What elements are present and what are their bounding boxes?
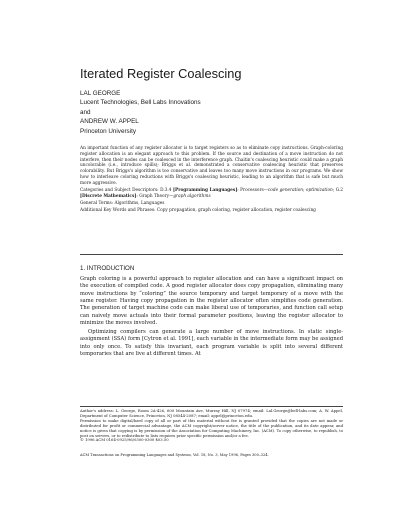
categories-line: [80, 188, 343, 200]
footnote-divider: [80, 406, 343, 407]
category-g2: ; G.2: [332, 187, 344, 193]
footnote-block: [80, 409, 343, 443]
authors-address: Author's address: L. George, Room 2A-426, 600 Mountain Ave, Murray Hill, NJ 07974; email: Lal.George@bell-labs.com; A. W. Appel, Department of Computer Science, Princeton, NJ 08544-2087; email: appel@princeton.edu.: [80, 409, 343, 418]
introduction-paragraph-2: Optimizing compilers can generate a large number of move instructions. In static single-assignment (SSA) form [Cytron et al. 1991], each variable in the intermediate form may be assigned into only once. To satisfy this invariant, each program variable is split into several different temporaries that are live at different times. At: [80, 328, 343, 357]
author-conjunction: and: [80, 108, 91, 116]
category-g2-terms: graph algorithms: [173, 193, 211, 199]
abstract-text: An important function of any register allocator is to target registers so as to eliminate copy instructions. Graph-coloring register allocation is an elegant approach to this problem. If the source and destination of a move instruction do not interfere, then their nodes can be coalesced in the interference graph. Chaitin's coalescing heuristic could make a graph uncolorable (i.e., introduce spills); Briggs et al. demonstrated a conservative coalescing heuristic that preserves colorability. But Briggs's algorithm is too conservative and leaves too many move instructions in our programs. We show how to interleave coloring reductions with Briggs's coalescing heuristic, leading to an algorithm that is safe but much more aggressive.: [80, 146, 343, 186]
paper-title: Iterated Register Coalescing: [80, 66, 242, 81]
section-heading-introduction: 1. INTRODUCTION: [80, 265, 135, 272]
categories-label: Categories and Subject Descriptors:: [80, 187, 159, 193]
permission-notice: Permission to make digital/hard copy of all or part of this material without fee is granted provided that the copies are not made or distributed for profit or commercial advantage, the ACM copyright/server notice, the title of the publication, and its date appear, and notice is given that copying is by permission of the Association for Computing Machinery, Inc. (ACM). To copy otherwise, to republish, to post on servers, or to redistribute to lists requires prior specific permission and/or a fee.: [80, 418, 343, 438]
category-d34: D.3.4: [160, 187, 172, 193]
author-block: [80, 89, 340, 136]
journal-footer: ACM Transactions on Programming Languages and Systems, Vol. 18, No. 3, May 1996, Pages 300–324.: [80, 453, 269, 457]
affiliation-princeton: Princeton University: [80, 127, 136, 135]
abstract-block: [80, 146, 343, 214]
keywords: Additional Key Words and Phrases: Copy propagation, graph coloring, register allocation, register coalescing: [80, 208, 316, 214]
category-g2-name: [Discrete Mathematics]: [80, 193, 137, 199]
category-d34-terms: code generation; optimization: [267, 187, 333, 193]
category-g2-sub: : Graph Theory—: [136, 193, 174, 199]
author-name-appel: ANDREW W. APPEL: [80, 118, 139, 126]
category-d34-sub: : Processors—: [237, 187, 268, 193]
category-d34-name: [Programming Languages]: [173, 187, 238, 193]
introduction-body: [80, 276, 343, 358]
copyright-line: © 1996 ACM 0164-0925/96/0300-0300 $03.50: [80, 438, 169, 443]
author-name-george: LAL GEORGE: [80, 90, 121, 97]
general-terms: General Terms: Algorithms, Languages: [80, 200, 165, 206]
introduction-paragraph-1: Graph coloring is a powerful approach to register allocation and can have a significant impact on the execution of compiled code. A good register allocator does copy propagation, eliminating many move instructions by “coloring” the source temporary and target temporary of a move with the same register. Having copy propagation in the register allocator often simplifies code generation. The generation of target machine code can make liberal use of temporaries, and function call setup can naively move actuals into their formal parameter positions, leaving the register allocator to minimize the moves involved.: [80, 276, 343, 327]
affiliation-lucent: Lucent Technologies, Bell Labs Innovations: [80, 99, 201, 107]
abstract-divider: [80, 254, 343, 255]
